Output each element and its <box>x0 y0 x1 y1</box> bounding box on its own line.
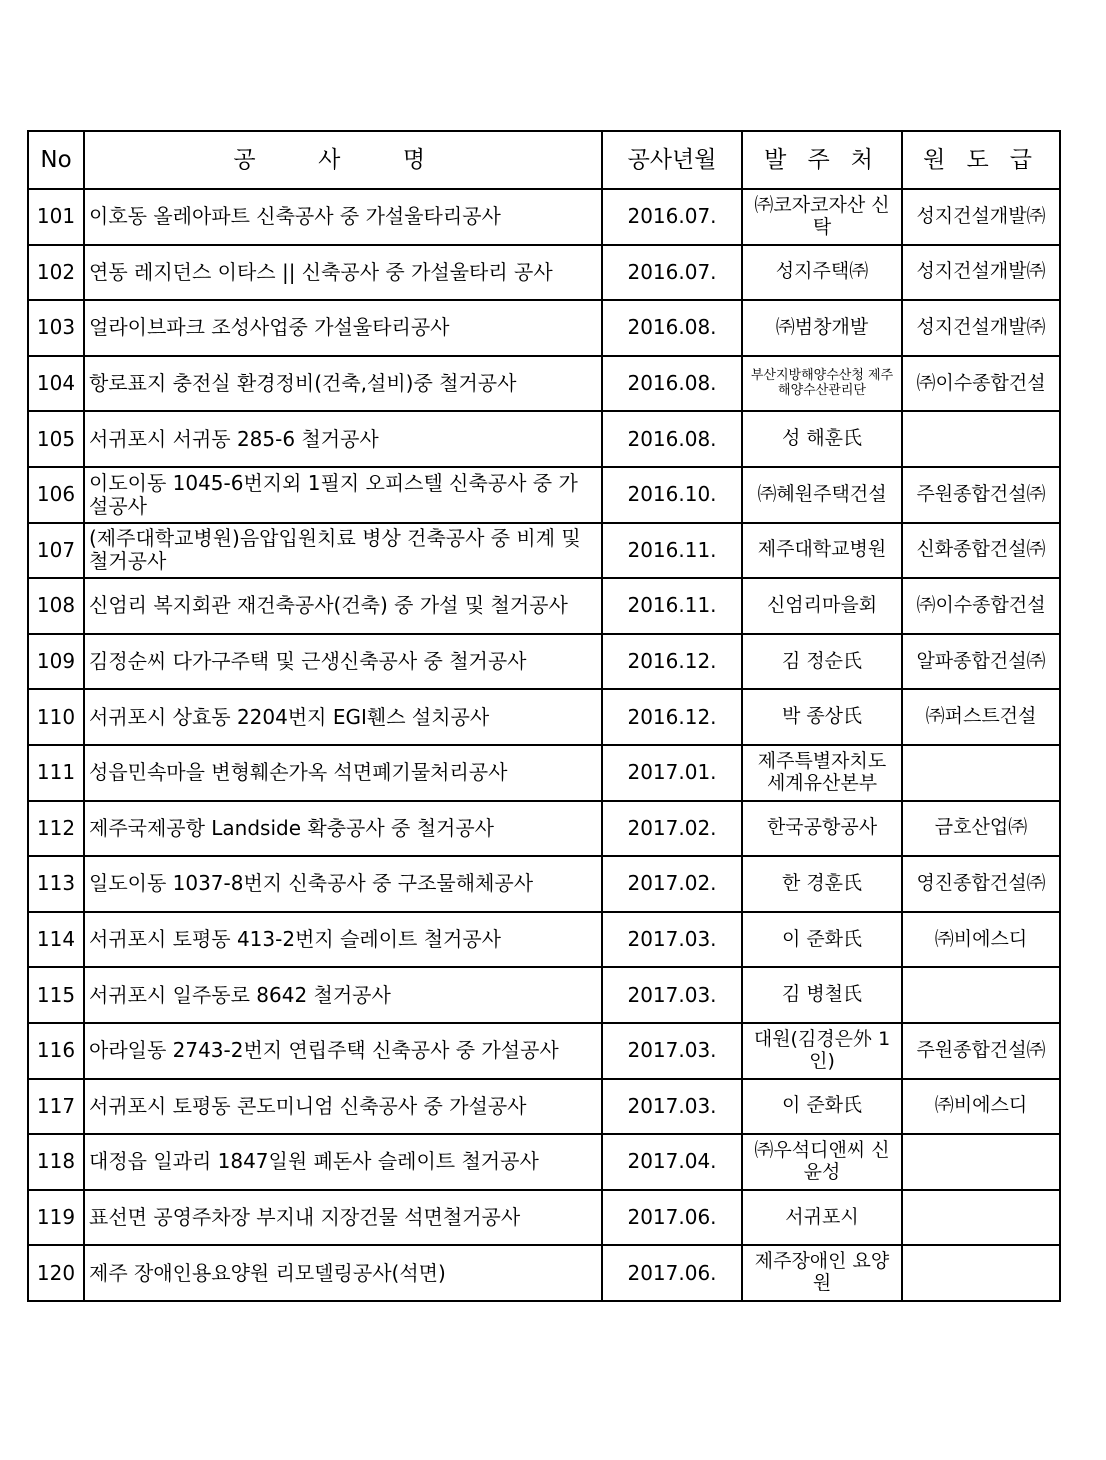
table-row <box>28 1245 1060 1301</box>
client-name: ㈜범창개발 <box>742 300 902 356</box>
project-name: 제주국제공항 Landside 확충공사 중 철거공사 <box>84 801 602 857</box>
client-name: 김 병철氏 <box>742 967 902 1023</box>
row-number: 107 <box>28 523 84 579</box>
prime-contractor: ㈜이수종합건설 <box>902 578 1060 634</box>
row-number: 119 <box>28 1190 84 1246</box>
header-project-name: 공 사 명 <box>84 131 602 189</box>
project-date: 2017.03. <box>602 912 742 968</box>
project-name: 제주 장애인용요양원 리모델링공사(석면) <box>84 1245 602 1301</box>
row-number: 101 <box>28 189 84 245</box>
project-date: 2017.03. <box>602 967 742 1023</box>
table-row <box>28 745 1060 801</box>
client-name: 대원(김경은外 1인) <box>742 1023 902 1079</box>
client-name: 김 정순氏 <box>742 634 902 690</box>
table-row <box>28 356 1060 412</box>
table-row <box>28 411 1060 467</box>
prime-contractor: 영진종합건설㈜ <box>902 856 1060 912</box>
table-row <box>28 245 1060 301</box>
project-date: 2016.08. <box>602 300 742 356</box>
project-name: 서귀포시 서귀동 285-6 철거공사 <box>84 411 602 467</box>
client-name: ㈜우석디앤씨 신윤성 <box>742 1134 902 1190</box>
project-date: 2017.06. <box>602 1245 742 1301</box>
row-number: 103 <box>28 300 84 356</box>
project-name: 서귀포시 토평동 콘도미니엄 신축공사 중 가설공사 <box>84 1079 602 1135</box>
prime-contractor: 주원종합건설㈜ <box>902 1023 1060 1079</box>
table-row <box>28 578 1060 634</box>
prime-contractor: 성지건설개발㈜ <box>902 245 1060 301</box>
table-row <box>28 1134 1060 1190</box>
table-row <box>28 467 1060 523</box>
header-contractor: 원 도 급 <box>902 131 1060 189</box>
project-name: 얼라이브파크 조성사업중 가설울타리공사 <box>84 300 602 356</box>
project-name: 이도이동 1045-6번지외 1필지 오피스텔 신축공사 중 가설공사 <box>84 467 602 523</box>
header-client: 발 주 처 <box>742 131 902 189</box>
row-number: 108 <box>28 578 84 634</box>
project-date: 2016.12. <box>602 689 742 745</box>
client-name: 박 종상氏 <box>742 689 902 745</box>
table-row <box>28 300 1060 356</box>
row-number: 114 <box>28 912 84 968</box>
client-name: 제주특별자치도 세계유산본부 <box>742 745 902 801</box>
project-name: (제주대학교병원)음압입원치료 병상 건축공사 중 비계 및 철거공사 <box>84 523 602 579</box>
client-name: 제주대학교병원 <box>742 523 902 579</box>
prime-contractor <box>902 1245 1060 1301</box>
project-name: 서귀포시 토평동 413-2번지 슬레이트 철거공사 <box>84 912 602 968</box>
client-name: 성지주택㈜ <box>742 245 902 301</box>
project-name: 서귀포시 일주동로 8642 철거공사 <box>84 967 602 1023</box>
table-row <box>28 967 1060 1023</box>
project-date: 2016.10. <box>602 467 742 523</box>
row-number: 120 <box>28 1245 84 1301</box>
prime-contractor: 성지건설개발㈜ <box>902 300 1060 356</box>
prime-contractor: ㈜이수종합건설 <box>902 356 1060 412</box>
row-number: 118 <box>28 1134 84 1190</box>
project-name: 성읍민속마을 변형훼손가옥 석면폐기물처리공사 <box>84 745 602 801</box>
project-date: 2017.02. <box>602 856 742 912</box>
project-date: 2016.11. <box>602 578 742 634</box>
table-row <box>28 689 1060 745</box>
row-number: 106 <box>28 467 84 523</box>
prime-contractor: 성지건설개발㈜ <box>902 189 1060 245</box>
client-name: 성 해훈氏 <box>742 411 902 467</box>
prime-contractor: 신화종합건설㈜ <box>902 523 1060 579</box>
project-name: 아라일동 2743-2번지 연립주택 신축공사 중 가설공사 <box>84 1023 602 1079</box>
project-name: 대정읍 일과리 1847일원 폐돈사 슬레이트 철거공사 <box>84 1134 602 1190</box>
row-number: 111 <box>28 745 84 801</box>
prime-contractor: ㈜퍼스트건설 <box>902 689 1060 745</box>
construction-records-table <box>27 130 1061 1302</box>
project-name: 일도이동 1037-8번지 신축공사 중 구조물해체공사 <box>84 856 602 912</box>
project-name: 김정순씨 다가구주택 및 근생신축공사 중 철거공사 <box>84 634 602 690</box>
project-date: 2016.07. <box>602 189 742 245</box>
project-date: 2016.12. <box>602 634 742 690</box>
client-name: 이 준화氏 <box>742 1079 902 1135</box>
row-number: 109 <box>28 634 84 690</box>
client-name: 이 준화氏 <box>742 912 902 968</box>
client-name: ㈜혜원주택건설 <box>742 467 902 523</box>
project-date: 2016.11. <box>602 523 742 579</box>
prime-contractor: ㈜비에스디 <box>902 1079 1060 1135</box>
project-date: 2017.06. <box>602 1190 742 1246</box>
project-date: 2016.08. <box>602 411 742 467</box>
project-name: 표선면 공영주차장 부지내 지장건물 석면철거공사 <box>84 1190 602 1246</box>
project-date: 2016.08. <box>602 356 742 412</box>
table-row <box>28 801 1060 857</box>
row-number: 113 <box>28 856 84 912</box>
row-number: 112 <box>28 801 84 857</box>
prime-contractor <box>902 1190 1060 1246</box>
prime-contractor <box>902 967 1060 1023</box>
client-name: ㈜코자코자산 신탁 <box>742 189 902 245</box>
project-date: 2017.03. <box>602 1023 742 1079</box>
row-number: 110 <box>28 689 84 745</box>
table-row <box>28 1190 1060 1246</box>
project-date: 2017.04. <box>602 1134 742 1190</box>
table-body <box>28 189 1060 1301</box>
table-row <box>28 912 1060 968</box>
project-date: 2016.07. <box>602 245 742 301</box>
header-date: 공사년월 <box>602 131 742 189</box>
project-date: 2017.01. <box>602 745 742 801</box>
header-row <box>28 131 1060 189</box>
table-row <box>28 1023 1060 1079</box>
table-row <box>28 1079 1060 1135</box>
row-number: 102 <box>28 245 84 301</box>
table-row <box>28 523 1060 579</box>
project-name: 신엄리 복지회관 재건축공사(건축) 중 가설 및 철거공사 <box>84 578 602 634</box>
project-name: 항로표지 충전실 환경정비(건축,설비)중 철거공사 <box>84 356 602 412</box>
prime-contractor <box>902 1134 1060 1190</box>
row-number: 115 <box>28 967 84 1023</box>
row-number: 116 <box>28 1023 84 1079</box>
client-name: 제주장애인 요양원 <box>742 1245 902 1301</box>
client-name: 서귀포시 <box>742 1190 902 1246</box>
project-name: 이호동 올레아파트 신축공사 중 가설울타리공사 <box>84 189 602 245</box>
prime-contractor: 알파종합건설㈜ <box>902 634 1060 690</box>
prime-contractor: 주원종합건설㈜ <box>902 467 1060 523</box>
row-number: 117 <box>28 1079 84 1135</box>
prime-contractor <box>902 411 1060 467</box>
client-name: 한국공항공사 <box>742 801 902 857</box>
prime-contractor: 금호산업㈜ <box>902 801 1060 857</box>
client-name: 한 경훈氏 <box>742 856 902 912</box>
table-row <box>28 189 1060 245</box>
project-name: 서귀포시 상효동 2204번지 EGI휀스 설치공사 <box>84 689 602 745</box>
prime-contractor: ㈜비에스디 <box>902 912 1060 968</box>
row-number: 104 <box>28 356 84 412</box>
prime-contractor <box>902 745 1060 801</box>
project-date: 2017.03. <box>602 1079 742 1135</box>
client-name: 부산지방해양수산청 제주해양수산관리단 <box>742 356 902 412</box>
header-no: No <box>28 131 84 189</box>
table-row <box>28 634 1060 690</box>
project-date: 2017.02. <box>602 801 742 857</box>
row-number: 105 <box>28 411 84 467</box>
project-name: 연동 레지던스 이타스 || 신축공사 중 가설울타리 공사 <box>84 245 602 301</box>
client-name: 신엄리마을회 <box>742 578 902 634</box>
table-row <box>28 856 1060 912</box>
